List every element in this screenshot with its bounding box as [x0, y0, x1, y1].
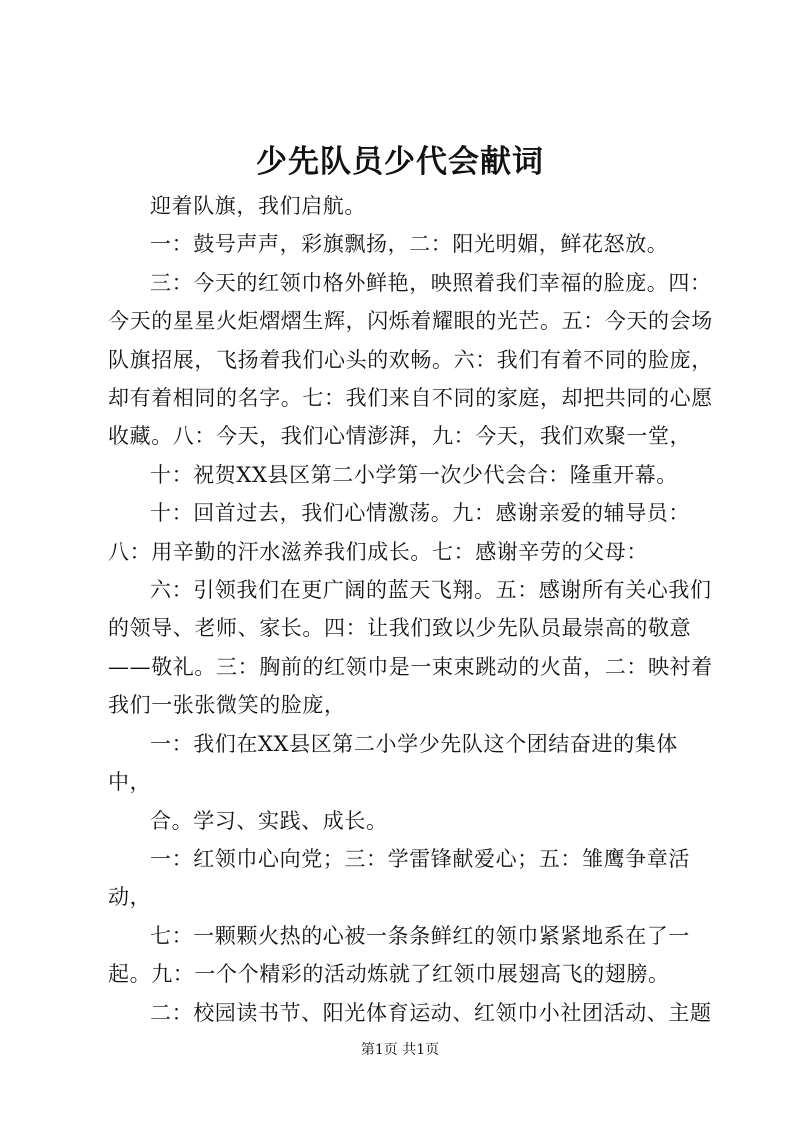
paragraph-6: 六：引领我们在更广阔的蓝天飞翔。五：感谢所有关心我们的领导、老师、家长。四：让我们致以少先队员最崇高的敬意——敬礼。三：胸前的红领巾是一束束跳动的火苗，二：映衬着我们一张张微笑的脸庞， — [108, 578, 713, 718]
paragraph-5: 十：回首过去，我们心情激荡。九：感谢亲爱的辅导员：八：用辛勤的汗水滋养我们成长。七：感谢辛劳的父母： — [108, 501, 690, 564]
paragraph-3: 三：今天的红领巾格外鲜艳，映照着我们幸福的脸庞。四：今天的星星火炬熠熠生辉，闪烁着耀眼的光芒。五：今天的会场队旗招展，飞扬着我们心头的欢畅。六：我们有着不同的脸庞，却有着相同的名字。七：我们来自不同的家庭，却把共同的心愿收藏。八：今天，我们心情澎湃，九：今天，我们欢聚一堂， — [108, 270, 713, 449]
paragraph-1: 迎着队旗，我们启航。 — [150, 194, 366, 218]
page-title: 少先队员少代会献词 — [256, 144, 544, 180]
paragraph-2: 一：鼓号声声，彩旗飘扬，二：阳光明媚，鲜花怒放。 — [150, 232, 669, 257]
paragraph-11: 二：校园读书节、阳光体育运动、红领巾小社团活动、主题 — [150, 1000, 712, 1025]
paragraph-8: 合。学习、实践、成长。 — [150, 808, 388, 833]
paragraph-4: 十：祝贺XX县区第二小学第一次少代会合：隆重开幕。 — [150, 462, 678, 487]
document-body — [108, 187, 718, 1032]
paragraph-10: 七：一颗颗火热的心被一条条鲜红的领巾紧紧地系在了一起。九：一个个精彩的活动炼就了红领巾展翅高飞的翅膀。 — [108, 923, 690, 987]
paragraph-9: 一：红领巾心向党；三：学雷锋献爱心；五：雏鹰争章活动， — [108, 846, 690, 910]
paragraph-7: 一：我们在XX县区第二小学少先队这个团结奋进的集体中， — [108, 731, 678, 795]
page-footer: 第1页 共1页 — [360, 1042, 440, 1058]
